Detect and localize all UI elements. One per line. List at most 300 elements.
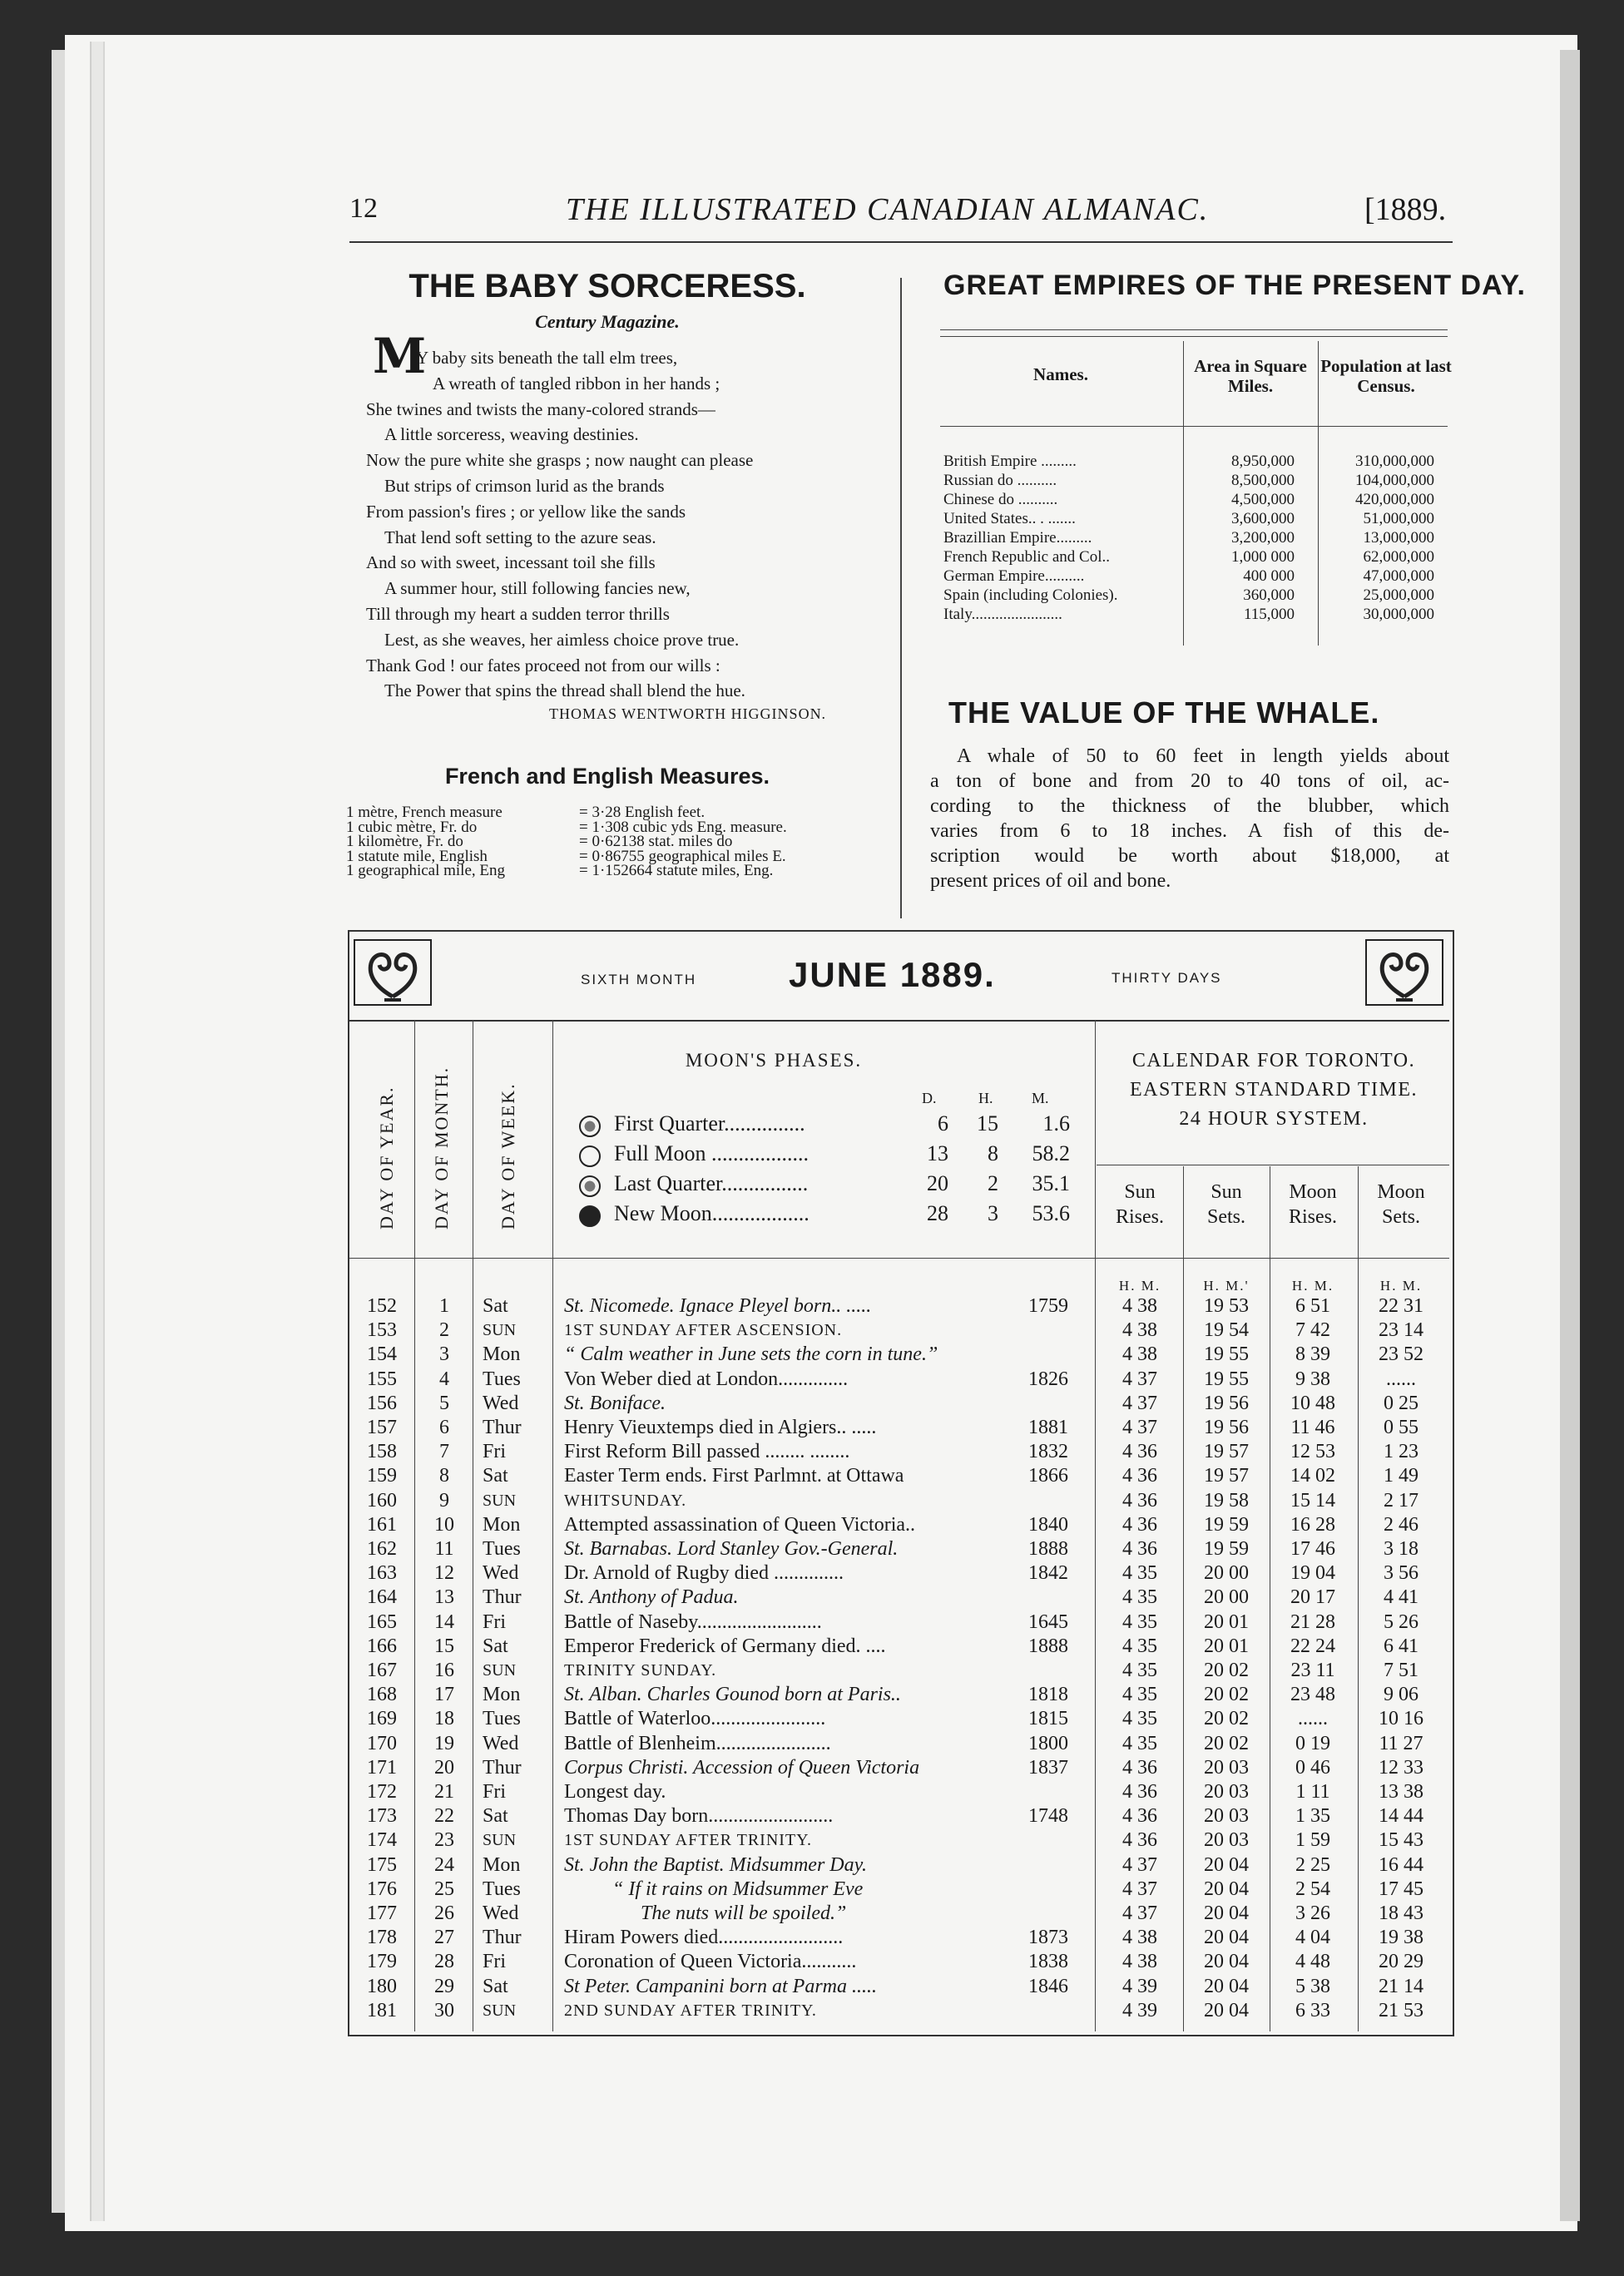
toronto-head-line: Moon <box>1289 1181 1337 1203</box>
poem-line: Till through my heart a sudden terror thrills <box>366 604 670 624</box>
col-head-day-of-month: DAY OF MONTH. <box>431 1066 452 1230</box>
moon-sets: 22 31 <box>1379 1295 1423 1317</box>
poem-line: A little sorceress, weaving destinies. <box>384 424 639 445</box>
poem-line: From passion's fires ; or yellow like the sands <box>366 501 686 522</box>
poem-line: And so with sweet, incessant toil she fills <box>366 552 656 573</box>
empire-name: United States.. . ....... <box>943 510 1076 527</box>
sun-rises: 4 37 <box>1122 1902 1157 1924</box>
moon-rises: 0 46 <box>1295 1756 1330 1779</box>
day-of-month: 3 <box>439 1343 449 1366</box>
day-of-month: 16 <box>434 1660 454 1681</box>
measure-right: = 1·152664 statute miles, Eng. <box>579 862 774 879</box>
toronto-head-line: Rises. <box>1288 1206 1337 1228</box>
day-of-week: Sat <box>483 1635 508 1657</box>
sun-rises: 4 38 <box>1122 1295 1157 1317</box>
sun-rises: 4 35 <box>1122 1684 1157 1706</box>
day-of-year: 178 <box>367 1927 397 1949</box>
day-of-month: 5 <box>439 1392 449 1414</box>
sun-rises: 4 35 <box>1122 1635 1157 1657</box>
day-of-week: SUN <box>483 1661 517 1680</box>
day-event: Easter Term ends. First Parlmnt. at Ottawa <box>564 1465 904 1487</box>
day-of-month: 7 <box>439 1441 449 1463</box>
sun-rises: 4 36 <box>1122 1538 1157 1560</box>
day-of-month: 14 <box>434 1611 454 1633</box>
day-event: St. Anthony of Padua. <box>564 1586 739 1609</box>
whale-line: present prices of oil and bone. <box>930 870 1171 892</box>
table-rule-top <box>940 329 1448 330</box>
event-year: 1818 <box>1028 1684 1068 1706</box>
moon-rises: 9 38 <box>1295 1368 1330 1390</box>
moon-sets: 20 29 <box>1379 1951 1423 1973</box>
sun-rises: 4 37 <box>1122 1853 1157 1876</box>
sun-rises: 4 39 <box>1122 1975 1157 1997</box>
day-of-year: 163 <box>367 1562 397 1585</box>
day-event: Corpus Christi. Accession of Queen Victoria <box>564 1756 920 1779</box>
empire-area: 8,950,000 <box>1231 453 1295 470</box>
toronto-head <box>1358 1180 1444 1230</box>
sun-rises: 4 35 <box>1122 1611 1157 1633</box>
moon-rises: 8 39 <box>1295 1343 1330 1366</box>
sun-rises: 4 36 <box>1122 1513 1157 1536</box>
sun-rises: 4 35 <box>1122 1660 1157 1681</box>
sun-rises: 4 37 <box>1122 1392 1157 1414</box>
day-event: St. Boniface. <box>564 1392 666 1414</box>
sun-sets: 19 53 <box>1204 1295 1249 1317</box>
measure-left: 1 geographical mile, Eng <box>346 862 505 879</box>
sun-sets: 19 56 <box>1204 1417 1249 1438</box>
moon-sets: 10 16 <box>1379 1708 1423 1730</box>
day-of-year: 180 <box>367 1975 397 1997</box>
day-of-week: Fri <box>483 1441 507 1463</box>
moon-sets: 23 52 <box>1379 1343 1423 1366</box>
event-year: 1815 <box>1028 1708 1068 1730</box>
moon-rises: 6 51 <box>1295 1295 1330 1317</box>
empire-name: British Empire ......... <box>943 453 1077 470</box>
day-of-week: Fri <box>483 1611 507 1633</box>
empire-area: 3,600,000 <box>1231 510 1295 527</box>
day-of-week: Tues <box>483 1538 521 1560</box>
day-of-month: 24 <box>434 1853 454 1876</box>
day-of-month: 6 <box>439 1417 449 1438</box>
moon-rises: 15 14 <box>1290 1489 1335 1512</box>
day-of-year: 170 <box>367 1732 397 1754</box>
event-year: 1645 <box>1028 1611 1068 1633</box>
sun-rises: 4 38 <box>1122 1319 1157 1342</box>
day-event: 1ST SUNDAY AFTER TRINITY. <box>564 1831 813 1850</box>
sun-rises: 4 37 <box>1122 1417 1157 1438</box>
sun-sets: 19 56 <box>1204 1392 1249 1414</box>
col-line <box>414 1020 415 2031</box>
moon-rises: 20 17 <box>1290 1586 1335 1609</box>
running-title: THE ILLUSTRATED CANADIAN ALMANAC. <box>566 192 1210 227</box>
day-of-year: 177 <box>367 1902 397 1924</box>
event-year: 1759 <box>1028 1295 1068 1317</box>
day-event: The nuts will be spoiled.” <box>641 1902 847 1924</box>
moon-head-h: H. <box>978 1090 993 1106</box>
whale-line: cording to the thickness of the blubber, which <box>930 795 1449 817</box>
col-head-day-of-year: DAY OF YEAR. <box>376 1086 397 1230</box>
empire-population: 30,000,000 <box>1363 606 1434 623</box>
toronto-head-line: Sun <box>1211 1181 1242 1203</box>
measure-right: = 3·28 English feet. <box>579 804 706 821</box>
moon-sets: 2 17 <box>1384 1489 1419 1512</box>
moon-sets: 23 14 <box>1379 1319 1423 1342</box>
moon-sets: 11 27 <box>1379 1732 1423 1754</box>
moon-phase-hour: 3 <box>988 1201 998 1225</box>
sun-rises: 4 36 <box>1122 1781 1157 1803</box>
whale-line: varies from 6 to 18 inches. A fish of this de- <box>930 820 1449 842</box>
toronto-head-line: Moon <box>1377 1181 1425 1203</box>
empire-population: 420,000,000 <box>1355 491 1434 508</box>
moon-sets: 5 26 <box>1384 1611 1419 1633</box>
day-of-week: Wed <box>483 1562 519 1585</box>
moon-sets: 3 18 <box>1384 1538 1419 1560</box>
moon-sets: 19 38 <box>1379 1927 1423 1949</box>
poem-line: Y baby sits beneath the tall elm trees, <box>416 348 678 368</box>
day-of-year: 160 <box>367 1489 397 1512</box>
event-year: 1866 <box>1028 1465 1068 1487</box>
day-of-month: 28 <box>434 1951 454 1973</box>
moon-rises: 16 28 <box>1290 1513 1335 1536</box>
sun-rises: 4 36 <box>1122 1805 1157 1828</box>
moon-rises: 7 42 <box>1295 1319 1330 1342</box>
col-line <box>1095 1020 1096 2031</box>
sun-sets: 19 57 <box>1204 1465 1249 1487</box>
poem-line: A summer hour, still following fancies new, <box>384 578 691 599</box>
sun-sets: 20 03 <box>1204 1829 1249 1852</box>
moon-rises: 5 38 <box>1295 1975 1330 1997</box>
sun-sets: 20 03 <box>1204 1781 1249 1803</box>
toronto-head-line: Rises. <box>1115 1206 1164 1228</box>
empire-population: 47,000,000 <box>1363 567 1434 585</box>
day-event: St Peter. Campanini born at Parma ..... <box>564 1975 877 1997</box>
moon-phase-icon <box>579 1175 601 1197</box>
empire-area: 8,500,000 <box>1231 472 1295 489</box>
sun-sets: 20 04 <box>1204 1853 1249 1876</box>
day-of-month: 8 <box>439 1465 449 1487</box>
event-year: 1846 <box>1028 1975 1068 1997</box>
calendar-head-rule <box>349 1258 1449 1259</box>
sun-rises: 4 37 <box>1122 1368 1157 1390</box>
moon-sets: 6 41 <box>1384 1635 1419 1657</box>
sun-rises: 4 38 <box>1122 1927 1157 1949</box>
day-of-month: 25 <box>434 1878 454 1900</box>
day-of-month: 17 <box>434 1684 454 1706</box>
day-of-week: Mon <box>483 1684 521 1706</box>
toronto-head-line: Sun <box>1124 1181 1156 1203</box>
sun-sets: 20 02 <box>1204 1732 1249 1754</box>
moon-phase-day: 13 <box>927 1141 948 1165</box>
moon-rises: 6 33 <box>1295 1999 1330 2021</box>
day-of-week: SUN <box>483 1491 517 1510</box>
calendar-title: JUNE 1889. <box>789 955 996 994</box>
day-event: WHITSUNDAY. <box>564 1491 687 1510</box>
moon-phase-hour: 8 <box>988 1141 998 1165</box>
moon-rises: 17 46 <box>1290 1538 1335 1560</box>
moon-rises: 2 54 <box>1295 1878 1330 1900</box>
col-head-names: Names. <box>1033 364 1088 384</box>
sun-sets: 20 04 <box>1204 1878 1249 1900</box>
month-number-label: SIXTH MONTH <box>581 972 697 987</box>
moon-rises: 14 02 <box>1290 1465 1335 1487</box>
empire-area: 360,000 <box>1243 586 1295 604</box>
day-event: 1ST SUNDAY AFTER ASCENSION. <box>564 1321 843 1340</box>
day-event: St. Barnabas. Lord Stanley Gov.-General. <box>564 1538 899 1560</box>
day-of-year: 179 <box>367 1951 397 1973</box>
measure-left: 1 cubic mètre, Fr. do <box>346 818 478 836</box>
moon-phase-minute: 35.1 <box>1032 1171 1070 1195</box>
sun-sets: 20 00 <box>1204 1586 1249 1609</box>
moon-phase-hour: 2 <box>988 1171 998 1195</box>
day-event: TRINITY SUNDAY. <box>564 1661 717 1680</box>
day-of-year: 158 <box>367 1441 397 1463</box>
toronto-head-line: Sets. <box>1206 1206 1245 1228</box>
day-of-week: Sat <box>483 1975 508 1997</box>
col-head-day-of-week: DAY OF WEEK. <box>498 1082 518 1230</box>
day-of-week: Wed <box>483 1902 519 1924</box>
moon-phase-icon <box>579 1205 601 1227</box>
measure-left: 1 statute mile, English <box>346 847 488 865</box>
day-of-year: 171 <box>367 1756 397 1779</box>
moon-rises: 19 04 <box>1290 1562 1335 1585</box>
day-of-week: SUN <box>483 1321 517 1340</box>
table-rule-head <box>940 426 1448 427</box>
ornament-right-icon <box>1364 938 1444 1007</box>
moon-rises: 0 19 <box>1295 1732 1330 1754</box>
moon-sets: 18 43 <box>1379 1902 1423 1924</box>
poem-line: A wreath of tangled ribbon in her hands ; <box>433 373 720 393</box>
sun-sets: 19 55 <box>1204 1343 1249 1366</box>
day-of-week: Tues <box>483 1708 521 1730</box>
day-of-week: Mon <box>483 1343 521 1366</box>
moon-sets: 16 44 <box>1379 1853 1423 1876</box>
day-of-week: Wed <box>483 1392 519 1414</box>
table-rule-top2 <box>940 336 1448 337</box>
toronto-title-line: EASTERN STANDARD TIME. <box>1130 1079 1418 1101</box>
moon-phase-name: First Quarter............... <box>614 1111 805 1136</box>
moon-sets: 7 51 <box>1384 1660 1419 1681</box>
sun-sets: 20 02 <box>1204 1708 1249 1730</box>
col-head-area: Area in Square Miles. <box>1194 356 1307 396</box>
day-of-month: 19 <box>434 1732 454 1754</box>
day-of-year: 175 <box>367 1853 397 1876</box>
empire-area: 4,500,000 <box>1231 491 1295 508</box>
day-of-year: 153 <box>367 1319 397 1342</box>
moon-sets: 1 49 <box>1384 1465 1419 1487</box>
toronto-head <box>1183 1180 1270 1230</box>
empire-name: Chinese do .......... <box>943 491 1058 508</box>
day-of-week: Fri <box>483 1781 507 1803</box>
empire-name: Brazillian Empire......... <box>943 529 1092 547</box>
day-of-year: 152 <box>367 1295 397 1317</box>
measure-right: = 1·308 cubic yds Eng. measure. <box>579 818 787 836</box>
day-of-week: Tues <box>483 1878 521 1900</box>
day-of-year: 159 <box>367 1465 397 1487</box>
day-of-week: Tues <box>483 1368 521 1390</box>
day-of-year: 156 <box>367 1392 397 1414</box>
empires-title: GREAT EMPIRES OF THE PRESENT DAY. <box>943 270 1526 301</box>
event-year: 1881 <box>1028 1417 1068 1438</box>
day-of-year: 166 <box>367 1635 397 1657</box>
day-of-month: 10 <box>434 1513 454 1536</box>
day-of-year: 168 <box>367 1684 397 1706</box>
whale-line: A whale of 50 to 60 feet in length yields about <box>957 745 1449 767</box>
day-event: St. John the Baptist. Midsummer Day. <box>564 1853 867 1876</box>
poem-author: THOMAS WENTWORTH HIGGINSON. <box>549 705 827 722</box>
empire-name: Italy....................... <box>943 606 1062 623</box>
empire-population: 104,000,000 <box>1355 472 1434 489</box>
measure-right: = 0·62138 stat. miles do <box>579 833 733 850</box>
day-event: Attempted assassination of Queen Victoria.. <box>564 1513 916 1536</box>
sun-sets: 20 03 <box>1204 1756 1249 1779</box>
sun-sets: 20 03 <box>1204 1805 1249 1828</box>
moon-rises: 22 24 <box>1290 1635 1335 1657</box>
moon-rises: 4 04 <box>1295 1927 1330 1949</box>
sun-sets: 20 04 <box>1204 1999 1249 2021</box>
day-of-week: Sat <box>483 1295 508 1317</box>
day-event: Battle of Waterloo....................... <box>564 1708 826 1730</box>
event-year: 1842 <box>1028 1562 1068 1585</box>
sun-rises: 4 37 <box>1122 1878 1157 1900</box>
sun-rises: 4 36 <box>1122 1489 1157 1512</box>
day-event: St. Nicomede. Ignace Pleyel born.. ..... <box>564 1295 872 1317</box>
moon-sets: 0 25 <box>1384 1392 1419 1414</box>
empire-name: French Republic and Col.. <box>943 548 1110 566</box>
moon-sets: 3 56 <box>1384 1562 1419 1585</box>
day-event: Dr. Arnold of Rugby died .............. <box>564 1562 844 1585</box>
poem-drop-initial: M <box>373 328 427 384</box>
day-event: St. Alban. Charles Gounod born at Paris.. <box>564 1684 901 1706</box>
sun-rises: 4 36 <box>1122 1441 1157 1463</box>
measure-left: 1 kilomètre, Fr. do <box>346 833 463 850</box>
sun-sets: 19 55 <box>1204 1368 1249 1390</box>
day-of-year: 161 <box>367 1513 397 1536</box>
moon-rises: 1 11 <box>1295 1781 1330 1803</box>
day-of-week: Sat <box>483 1465 508 1487</box>
whale-title: THE VALUE OF THE WHALE. <box>948 695 1380 730</box>
moon-sets: 21 14 <box>1379 1975 1423 1997</box>
day-of-year: 181 <box>367 1999 397 2021</box>
moon-phase-name: Full Moon .................. <box>614 1141 810 1165</box>
day-of-week: Thur <box>483 1417 522 1438</box>
moon-rises: 23 48 <box>1290 1684 1335 1706</box>
day-of-month: 9 <box>439 1489 449 1512</box>
moon-phases-title: MOON'S PHASES. <box>685 1050 863 1071</box>
event-year: 1888 <box>1028 1635 1068 1657</box>
moon-sets: 12 33 <box>1379 1756 1423 1779</box>
day-event: Von Weber died at London.............. <box>564 1368 849 1390</box>
page-number: 12 <box>349 193 378 224</box>
moon-rises: 3 26 <box>1295 1902 1330 1924</box>
day-of-week: SUN <box>483 2001 517 2020</box>
moon-sets: 1 23 <box>1384 1441 1419 1463</box>
day-of-week: Wed <box>483 1732 519 1754</box>
moon-sets: 14 44 <box>1379 1805 1423 1828</box>
sun-sets: 20 04 <box>1204 1975 1249 1997</box>
day-of-month: 15 <box>434 1635 454 1657</box>
day-of-month: 18 <box>434 1708 454 1730</box>
day-of-month: 13 <box>434 1586 454 1609</box>
sun-rises: 4 35 <box>1122 1708 1157 1730</box>
toronto-head-line: Sets. <box>1381 1206 1420 1228</box>
poem-line: But strips of crimson lurid as the brands <box>384 476 665 496</box>
column-divider <box>900 278 902 918</box>
day-of-year: 174 <box>367 1829 397 1852</box>
moon-phase-day: 20 <box>927 1171 948 1195</box>
table-col-divider <box>1318 341 1319 646</box>
header-rule <box>349 241 1453 243</box>
day-of-month: 21 <box>434 1781 454 1803</box>
day-event: Emperor Frederick of Germany died. .... <box>564 1635 886 1657</box>
day-of-year: 164 <box>367 1586 397 1609</box>
moon-rises: 21 28 <box>1290 1611 1335 1633</box>
empire-population: 25,000,000 <box>1363 586 1434 604</box>
poem-line: Lest, as she weaves, her aimless choice prove true. <box>384 629 740 650</box>
moon-phase-hour: 15 <box>977 1111 998 1136</box>
moon-sets: 4 41 <box>1384 1586 1419 1609</box>
header-year: [1889. <box>1364 192 1447 227</box>
sun-rises: 4 38 <box>1122 1951 1157 1973</box>
day-of-month: 11 <box>434 1538 454 1560</box>
day-of-year: 172 <box>367 1781 397 1803</box>
day-of-month: 2 <box>439 1319 449 1342</box>
ornament-left-icon <box>353 938 433 1007</box>
day-of-year: 162 <box>367 1538 397 1560</box>
day-event: Thomas Day born......................... <box>564 1805 834 1828</box>
day-event: “ If it rains on Midsummer Eve <box>612 1878 864 1900</box>
day-of-week: SUN <box>483 1831 517 1850</box>
event-year: 1888 <box>1028 1538 1068 1560</box>
sun-sets: 20 04 <box>1204 1927 1249 1949</box>
moon-rises: 4 48 <box>1295 1951 1330 1973</box>
page-gutter <box>90 42 105 2221</box>
day-of-year: 155 <box>367 1368 397 1390</box>
day-event: Hiram Powers died......................... <box>564 1927 844 1949</box>
day-event: First Reform Bill passed ........ ........ <box>564 1441 850 1463</box>
sun-rises: 4 36 <box>1122 1756 1157 1779</box>
empire-area: 3,200,000 <box>1231 529 1295 547</box>
empire-population: 62,000,000 <box>1363 548 1434 566</box>
empire-name: German Empire.......... <box>943 567 1085 585</box>
day-event: Longest day. <box>564 1781 666 1803</box>
day-of-year: 173 <box>367 1805 397 1828</box>
hm-label: H. M. <box>1291 1278 1334 1294</box>
sun-rises: 4 39 <box>1122 1999 1157 2021</box>
toronto-head <box>1097 1180 1183 1230</box>
moon-rises: 12 53 <box>1290 1441 1335 1463</box>
moon-phase-day: 28 <box>927 1201 948 1225</box>
page-edge-right <box>1560 50 1580 2221</box>
toronto-title-line: 24 HOUR SYSTEM. <box>1179 1108 1369 1130</box>
day-event: Coronation of Queen Victoria........... <box>564 1951 857 1973</box>
sun-sets: 19 59 <box>1204 1513 1249 1536</box>
day-of-month: 1 <box>439 1295 449 1317</box>
empire-name: Russian do .......... <box>943 472 1057 489</box>
moon-sets: 15 43 <box>1379 1829 1423 1852</box>
hm-label: H. M. <box>1379 1278 1423 1294</box>
sun-rises: 4 36 <box>1122 1465 1157 1487</box>
toronto-title <box>1097 1046 1451 1134</box>
day-of-week: Thur <box>483 1756 522 1779</box>
day-of-month: 20 <box>434 1756 454 1779</box>
col-head-population: Population at last Census. <box>1320 356 1452 396</box>
poem-line: Now the pure white she grasps ; now naught can please <box>366 450 754 471</box>
sun-rises: 4 38 <box>1122 1343 1157 1366</box>
sun-sets: 20 01 <box>1204 1611 1249 1633</box>
sun-sets: 19 58 <box>1204 1489 1249 1512</box>
sun-sets: 19 57 <box>1204 1441 1249 1463</box>
sun-rises: 4 35 <box>1122 1586 1157 1609</box>
